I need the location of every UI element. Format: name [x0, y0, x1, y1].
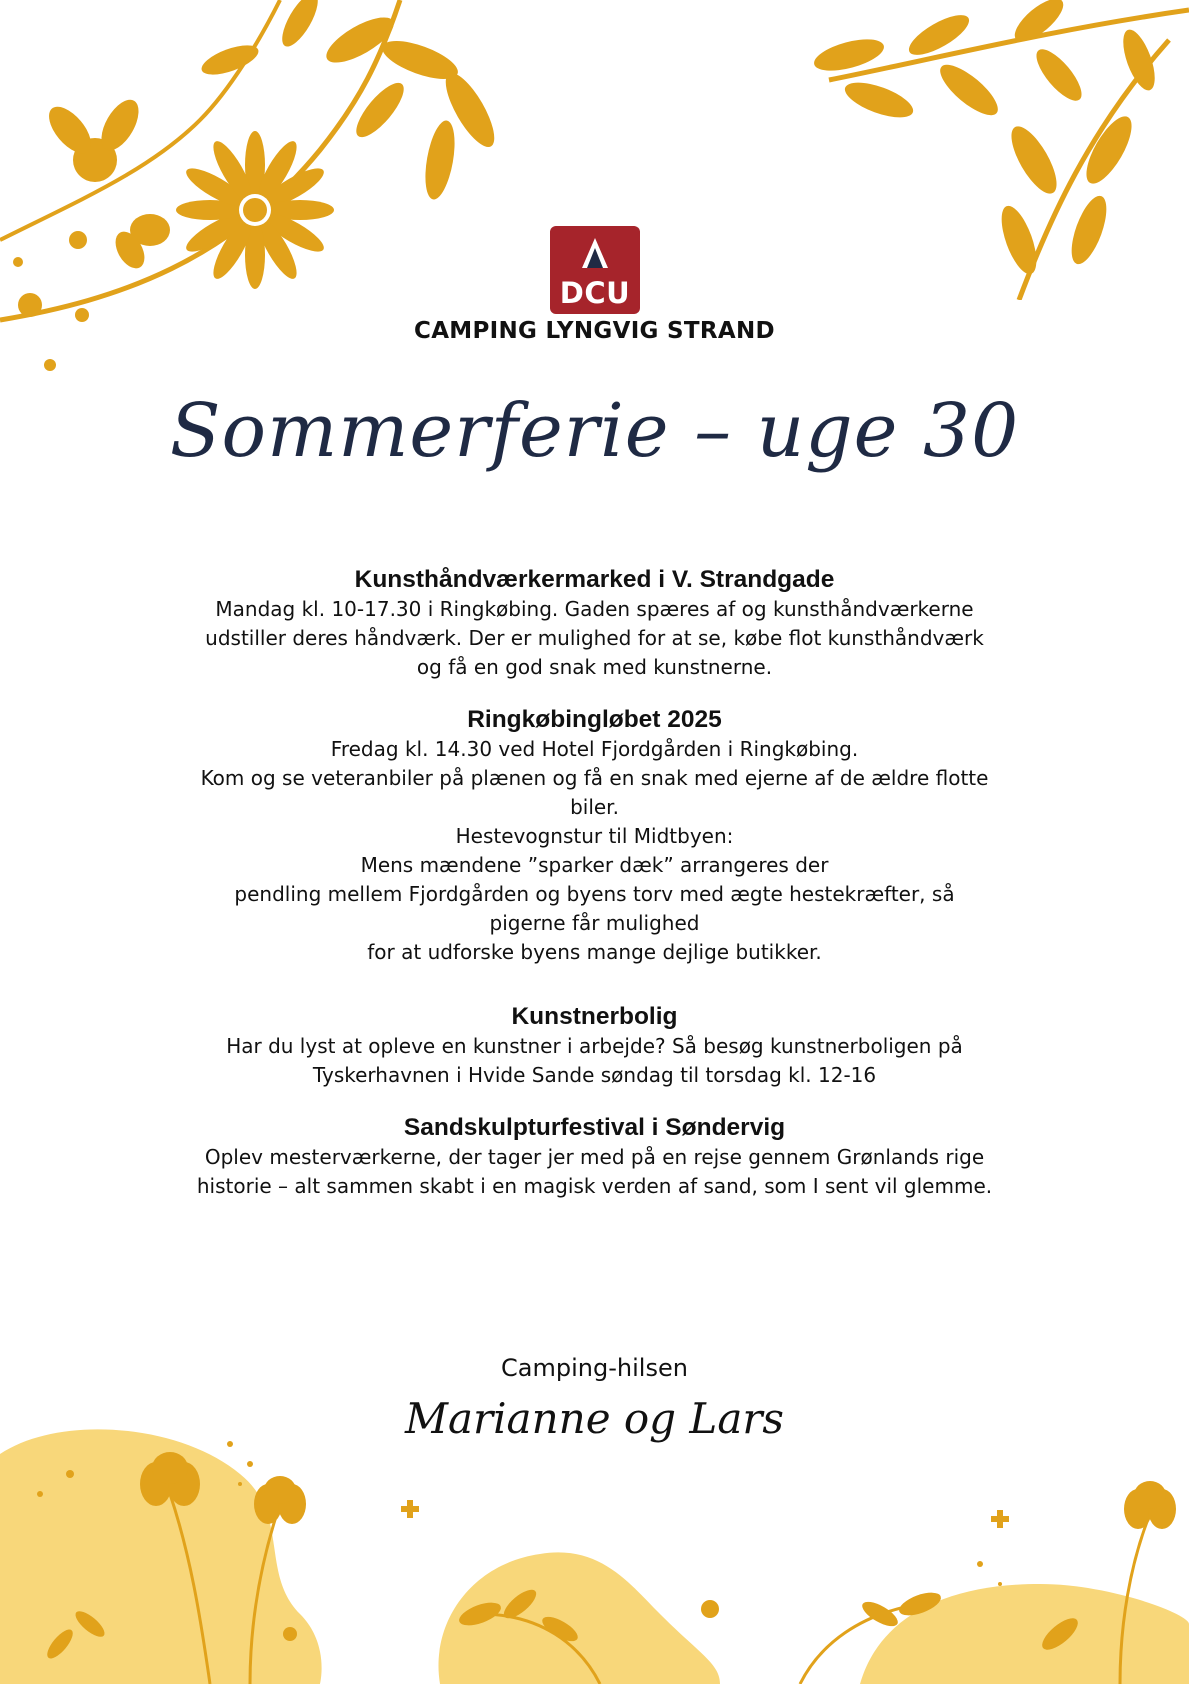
signature: Marianne og Lars	[405, 1394, 784, 1443]
event-text-line: Fredag kl. 14.30 ved Hotel Fjordgården i Ringkøbing.	[330, 737, 859, 761]
org-name: CAMPING LYNGVIG STRAND	[414, 318, 775, 344]
event-heading: Kunsthåndværkermarked i V. Strandgade	[354, 566, 835, 593]
event-section	[130, 1112, 1059, 1201]
event-text-line: og få en god snak med kunstnerne.	[416, 655, 773, 679]
event-text-line: Tyskerhavnen i Hvide Sande søndag til torsdag kl. 12-16	[312, 1063, 877, 1087]
event-section	[130, 564, 1059, 682]
tent-icon	[581, 236, 609, 270]
event-text-line: udstiller deres håndværk. Der er mulighed for at se, købe flot kunsthåndværk	[205, 626, 984, 650]
event-heading: Kunstnerbolig	[511, 1003, 678, 1030]
event-section	[130, 1001, 1059, 1090]
logo-text: DCU	[559, 276, 631, 310]
event-section	[130, 704, 1059, 967]
floral-decoration-bottom	[0, 1414, 1189, 1684]
event-text-line: Oplev mesterværkerne, der tager jer med på en rejse gennem Grønlands rige	[204, 1145, 985, 1169]
event-text-line: Har du lyst at opleve en kunstner i arbejde? Så besøg kunstnerboligen på	[226, 1034, 963, 1058]
event-text-line: Kom og se veteranbiler på plænen og få en snak med ejerne af de ældre flotte	[200, 766, 989, 790]
greeting: Camping-hilsen	[501, 1354, 688, 1382]
event-text-line: biler.	[570, 795, 619, 819]
event-heading: Ringkøbingløbet 2025	[467, 706, 722, 733]
page-title: Sommerferie – uge 30	[169, 388, 1020, 474]
event-text-line: historie – alt sammen skabt i en magisk verden af sand, som I sent vil glemme.	[196, 1174, 993, 1198]
event-text-line: Mandag kl. 10-17.30 i Ringkøbing. Gaden spæres af og kunsthåndværkerne	[215, 597, 974, 621]
event-list	[130, 564, 1059, 1223]
event-text-line: for at udforske byens mange dejlige butikker.	[367, 940, 822, 964]
event-text-line: pendling mellem Fjordgården og byens torv med ægte hestekræfter, så	[234, 882, 955, 906]
event-text-line: Mens mændene ”sparker dæk” arrangeres der	[360, 853, 829, 877]
dcu-logo	[550, 226, 640, 314]
event-text-line: Hestevognstur til Midtbyen:	[455, 824, 734, 848]
event-heading: Sandskulpturfestival i Søndervig	[403, 1114, 786, 1141]
event-text-line: pigerne får mulighed	[489, 911, 700, 935]
floral-decoration-top-right	[789, 0, 1189, 300]
